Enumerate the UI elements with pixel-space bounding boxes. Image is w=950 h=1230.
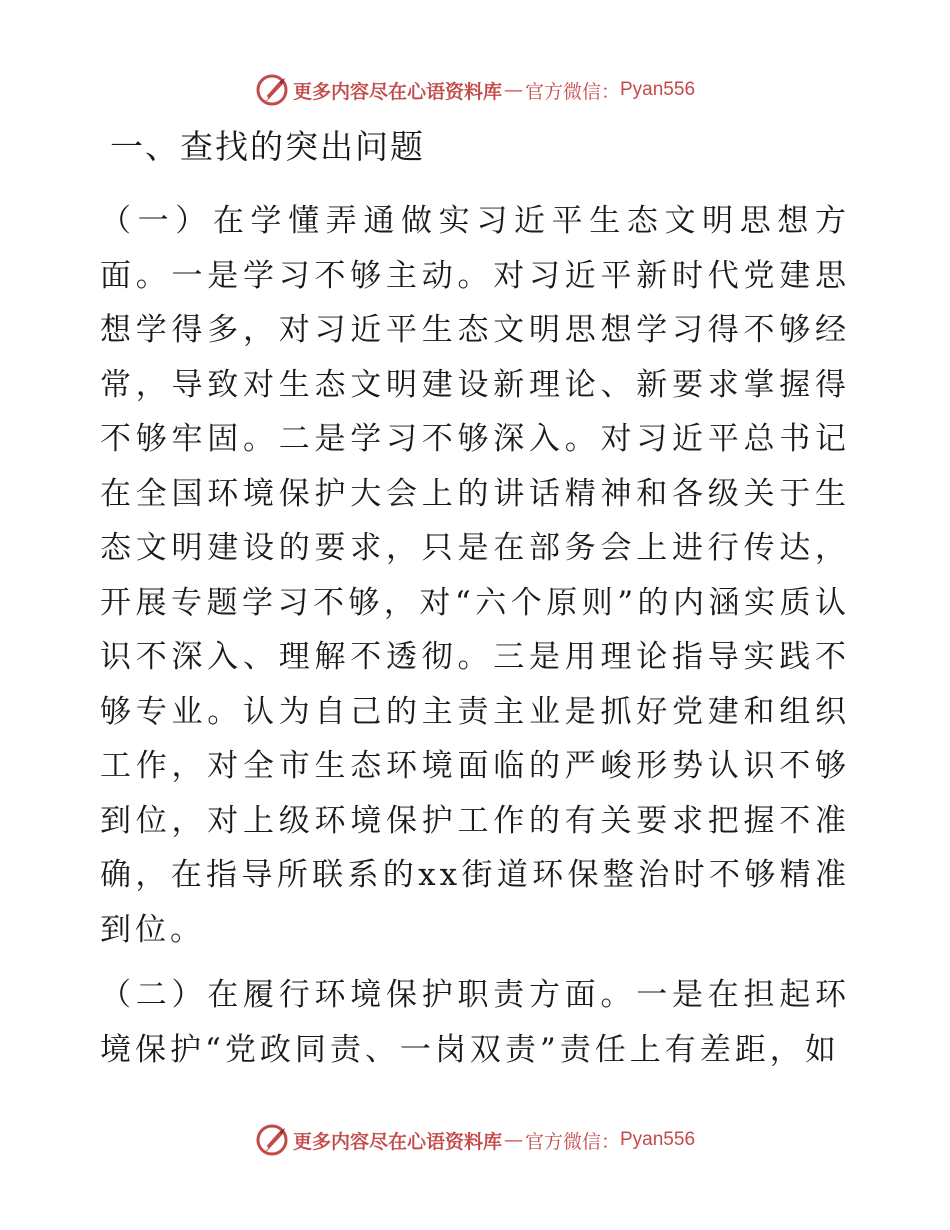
quill-logo-icon	[255, 73, 289, 107]
watermark-official: 官方微信：	[524, 80, 620, 103]
watermark-wechat-id: Pyan556	[620, 1129, 696, 1150]
quill-logo-icon	[255, 1123, 289, 1157]
header-watermark	[0, 70, 950, 110]
watermark-text: 更多内容尽在心语资料库	[292, 80, 502, 103]
section-heading: 一、查找的突出问题	[110, 127, 425, 166]
watermark-dash: —	[503, 1129, 523, 1151]
paragraph-1: （一）在学懂弄通做实习近平生态文明思想方面。一是学习不够主动。对习近平新时代党建思想学得多，对习近平生态文明思想学习得不够经常，导致对生态文明建设新理论、新要求掌握得不够牢固。二是学习不够深入。对习近平总书记在全国环境保护大会上的讲话精神和各级关于生态文明建设的要求，只是在部务会上进行传达，开展专题学习不够，对“六个原则”的内涵实质认识不深入、理解不透彻。三是用理论指导实践不够专业。认为自己的主责主业是抓好党建和组织工作，对全市生态环境面临的严峻形势认识不够到位，对上级环境保护工作的有关要求把握不准确，在指导所联系的xx街道环保整治时不够精准到位。	[100, 203, 850, 948]
watermark-wechat-id: Pyan556	[620, 79, 696, 100]
watermark-text: 更多内容尽在心语资料库	[292, 1130, 502, 1153]
watermark-official: 官方微信：	[524, 1130, 620, 1153]
watermark-dash: —	[503, 79, 523, 101]
footer-watermark	[0, 1120, 950, 1160]
paragraph-2: （二）在履行环境保护职责方面。一是在担起环境保护“党政同责、一岗双责”责任上有差距，如	[100, 977, 850, 1068]
